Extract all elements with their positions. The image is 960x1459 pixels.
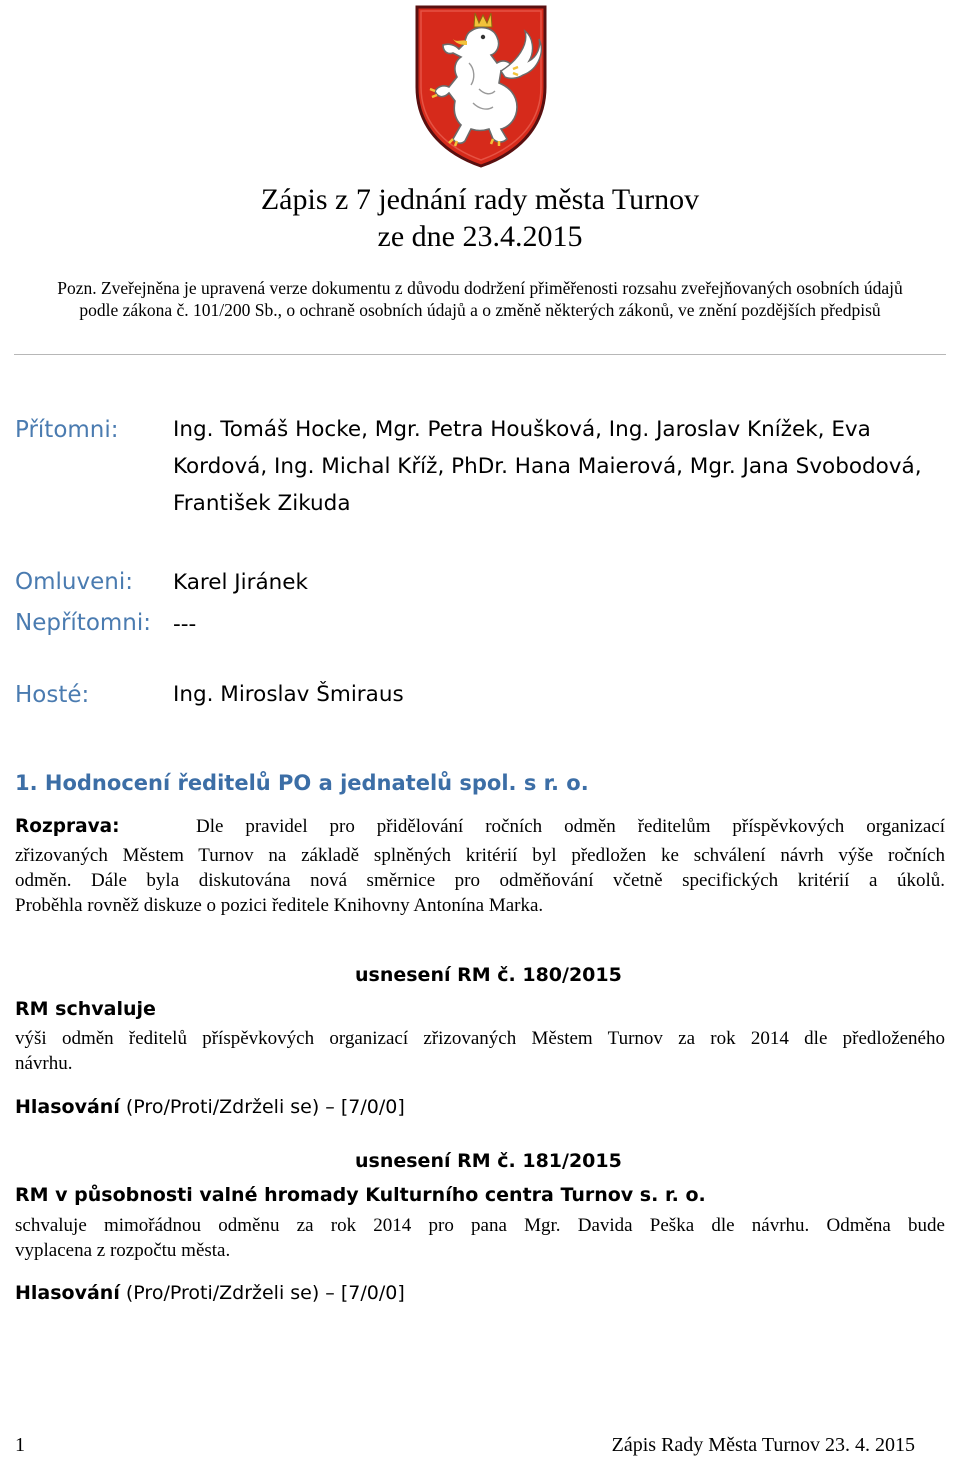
vote-result [15,1282,405,1304]
vote-detail: (Pro/Proti/Zdrželi se) – [7/0/0] [125,1096,405,1118]
absent-label: Nepřítomni: [15,610,152,636]
present-label: Přítomni: [15,417,119,443]
document-title: Zápis z 7 jednání rady města Turnov [260,183,700,216]
privacy-note-line-1: Pozn. Zveřejněna je upravená verze dokumentu z důvodu dodržení přiměřenosti rozsahu zveřejňovaných osobních údajů [57,278,903,298]
excused-value: Karel Jiránek [173,570,308,595]
vote-label: Hlasování [15,1096,120,1118]
vote-result [15,1096,405,1118]
present-list [173,411,923,522]
guests-value: Ing. Miroslav Šmiraus [173,682,404,707]
footer-title: Zápis Rady Města Turnov 23. 4. 2015 [611,1434,915,1456]
resolution-heading: RM v působnosti valné hromady Kulturního centra Turnov s. r. o. [15,1184,706,1206]
vote-label: Hlasování [15,1282,120,1304]
resolution-heading: RM schvaluje [15,998,156,1020]
guests-label: Hosté: [15,682,90,708]
resolution-text-line: schvaluje mimořádnou odměnu za rok 2014 pro pana Mgr. Davida Peška dle návrhu. Odměna bude [15,1215,945,1236]
vote-detail: (Pro/Proti/Zdrželi se) – [7/0/0] [125,1282,405,1304]
discussion-line: Dle pravidel pro přidělování ročních odměn ředitelům příspěvkových organizací [196,816,945,837]
discussion-line: Proběhla rovněž diskuze o pozici ředitele Knihovny Antonína Marka. [15,895,544,916]
resolution-text-line: návrhu. [15,1053,73,1074]
resolution-text-line: vyplacena z rozpočtu města. [15,1240,231,1261]
horizontal-divider [14,354,946,355]
discussion-label: Rozprava: [15,816,120,837]
excused-label: Omluveni: [15,569,133,595]
section-heading: 1. Hodnocení ředitelů PO a jednatelů spol. s r. o. [15,771,589,795]
present-line: Kordová, Ing. Michal Kříž, PhDr. Hana Maierová, Mgr. Jana Svobodová, [173,454,922,479]
document-date: ze dne 23.4.2015 [377,220,583,253]
resolution-number: usnesení RM č. 181/2015 [355,1150,622,1172]
present-line: František Zikuda [173,491,351,516]
privacy-note-line-2: podle zákona č. 101/200 Sb., o ochraně osobních údajů a o změně některých zákonů, ve znění pozdějších předpisů [79,300,881,320]
resolution-text-line: výši odměn ředitelů příspěvkových organizací zřizovaných Městem Turnov za rok 2014 dle předloženého [15,1028,945,1049]
page-number: 1 [15,1434,25,1456]
discussion-line: zřizovaných Městem Turnov na základě splněných kritérií byl předložen ke schválení návrh výše ročních [15,845,945,866]
resolution-number: usnesení RM č. 180/2015 [355,964,622,986]
present-line: Ing. Tomáš Hocke, Mgr. Petra Houšková, Ing. Jaroslav Knížek, Eva [173,417,871,442]
discussion-line: odměn. Dále byla diskutována nová směrnice pro odměňování včetně specifických kritérií a úkolů. [15,870,945,891]
absent-value: --- [173,612,197,637]
lion-crest-icon [413,3,549,169]
